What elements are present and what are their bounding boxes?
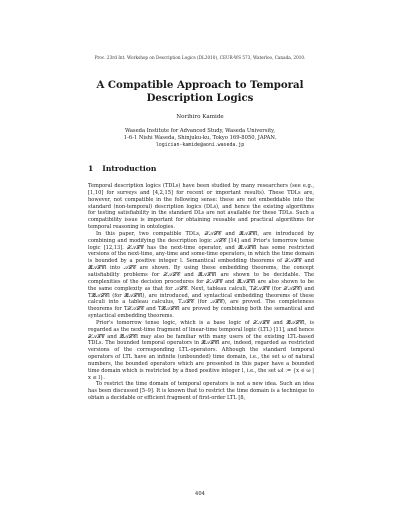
author-email: logician-kamide@aoni.waseda.jp (155, 141, 245, 148)
author-name: Norihiro Kamide (176, 114, 224, 120)
body-text (88, 183, 314, 402)
paragraph-2: In this paper, two compatible TDLs, 𝒳𝒜𝓛𝒞 and 𝓑𝒜𝓛𝒞l, are introduced by combining and modifying the description logic 𝒜𝓛𝒞 [14] and Prior's tomorrow tense logic [12,13]. 𝒳𝒜𝓛𝒞 has the next-time operator, and 𝓑𝒜𝓛𝒞l has some restricted versions of the next-time, any-time and some-time operators, in which the time domain is bounded by a positive integer l. Semantical embedding theorems of 𝒳𝒜𝓛𝒞 and 𝓑𝒜𝓛𝒞l into 𝒜𝓛𝒞 are shown. By using these embedding theorems, the concept satisfiability problems for 𝒳𝒜𝓛𝒞 and 𝓑𝒜𝓛𝒞l are shown to be decidable. The complexities of the decision procedures for 𝒳𝒜𝓛𝒞 and 𝓑𝒜𝓛𝒞l are also shown to be the same complexity as that for 𝒜𝓛𝒞. Next, tableau calculi, T𝒳𝒜𝓛𝒞 (for 𝒳𝒜𝓛𝒞) and T𝓑𝒜𝓛𝒞l (for 𝓑𝒜𝓛𝒞l), are introduced, and syntactical embedding theorems of these calculi into a tableau calculus, T𝒜𝓛𝒞 (for 𝒜𝓛𝒞), are proved. The completeness theorems for T𝒳𝒜𝓛𝒞 and T𝓑𝒜𝓛𝒞l are proved by combining both the semantical and syntactical embedding theorems. (88, 230, 314, 320)
paragraph-4: To restrict the time domain of temporal operators is not a new idea. Such an idea has been discussed [5–9]. It is known that to restrict the time domain is a technique to obtain a decidable or efficient fragment of first-order LTL [8, (88, 381, 314, 402)
page-number: 404 (195, 491, 205, 497)
proceedings-header: Proc. 23rd Int. Workshop on Description Logics (DL2010), CEUR-WS 573, Waterloo, Canada, 2010. (94, 55, 306, 60)
title-line-2: Description Logics (146, 92, 254, 104)
author-affiliation (0, 128, 400, 148)
section-number: 1 (88, 164, 94, 173)
section-title: Introduction (102, 164, 157, 173)
paragraph-3: Prior's tomorrow tense logic, which is a base logic of 𝒳𝒜𝓛𝒞 and 𝓑𝒜𝓛𝒞l, is regarded as the next-time fragment of linear-time temporal logic (LTL) [11], and hence 𝒳𝒜𝓛𝒞 and 𝓑𝒜𝓛𝒞l may also be familiar with many users of the existing LTL-based TDLs. The bounded temporal operators in 𝓑𝒜𝓛𝒞l are, indeed, regarded as restricted versions of the corresponding LTL-operators. Although the standard temporal operators of LTL have an infinite (unbounded) time domain, i.e., the set ω of natural numbers, the bounded operators which are presented in this paper have a bounded time domain which is restricted by a fixed positive integer l, i.e., the set ωl := {x ∈ ω | x ≤ l}. (88, 319, 314, 381)
title-line-1: A Compatible Approach to Temporal (96, 79, 304, 91)
affiliation-line-1: Waseda Institute for Advanced Study, Waseda University, (124, 128, 276, 134)
paragraph-1: Temporal description logics (TDLs) have been studied by many researchers (see e.g., [1,10] for surveys and [4,2,15] for recent or important results). These TDLs are, however, not compatible in the following sense: these are not embeddable into the standard (non-temporal) description logics (DLs), and hence the existing algorithms for testing satisfiability in the standard DLs are not available for these TDLs. Such a compatibility issue is important for obtaining reusable and practical algorithms for temporal reasoning in ontologies. (88, 183, 314, 231)
affiliation-line-2: 1-6-1 Nishi Waseda, Shinjuku-ku, Tokyo 169-8050, JAPAN. (123, 134, 277, 141)
section-heading (88, 164, 156, 174)
paper-title (60, 79, 340, 105)
